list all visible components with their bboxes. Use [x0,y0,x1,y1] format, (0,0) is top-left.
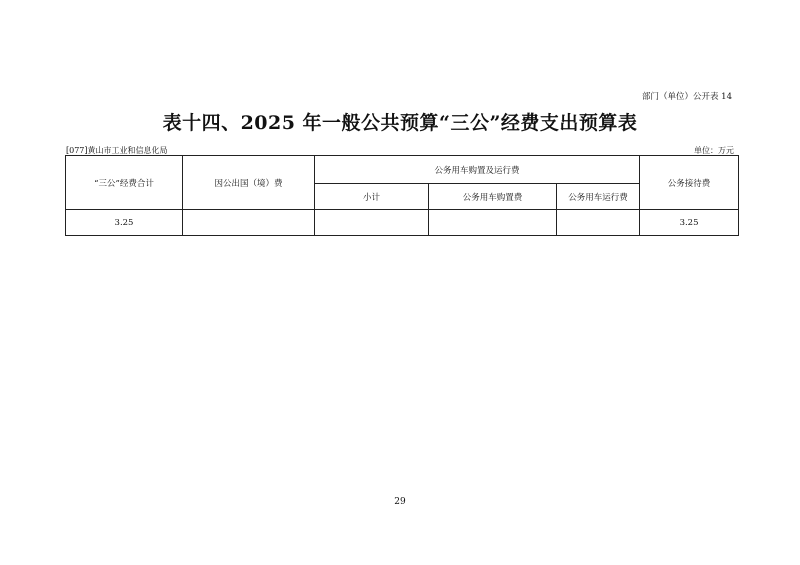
cell-vehicle-operation [557,210,640,236]
header-overseas: 因公出国（境）费 [183,156,315,210]
cell-reception: 3.25 [640,210,739,236]
department-label: [077]黄山市工业和信息化局 [66,146,168,155]
header-vehicle-group: 公务用车购置及运行费 [315,156,640,184]
header-total: “三公”经费合计 [66,156,183,210]
cell-vehicle-purchase [429,210,557,236]
cell-overseas [183,210,315,236]
unit-label: 单位：万元 [694,146,734,155]
table-header-row [66,156,739,184]
table-row [66,210,739,236]
header-vehicle-operation: 公务用车运行费 [557,184,640,210]
page-title: 表十四、2025 年一般公共预算“三公”经费支出预算表 [162,112,638,134]
table-number-note: 部门（单位）公开表 14 [641,92,732,102]
header-vehicle-subtotal: 小计 [315,184,429,210]
page-number: 29 [394,497,406,507]
cell-total: 3.25 [66,210,183,236]
header-vehicle-purchase: 公务用车购置费 [429,184,557,210]
header-reception: 公务接待费 [640,156,739,210]
cell-vehicle-subtotal [315,210,429,236]
budget-table [65,155,739,236]
